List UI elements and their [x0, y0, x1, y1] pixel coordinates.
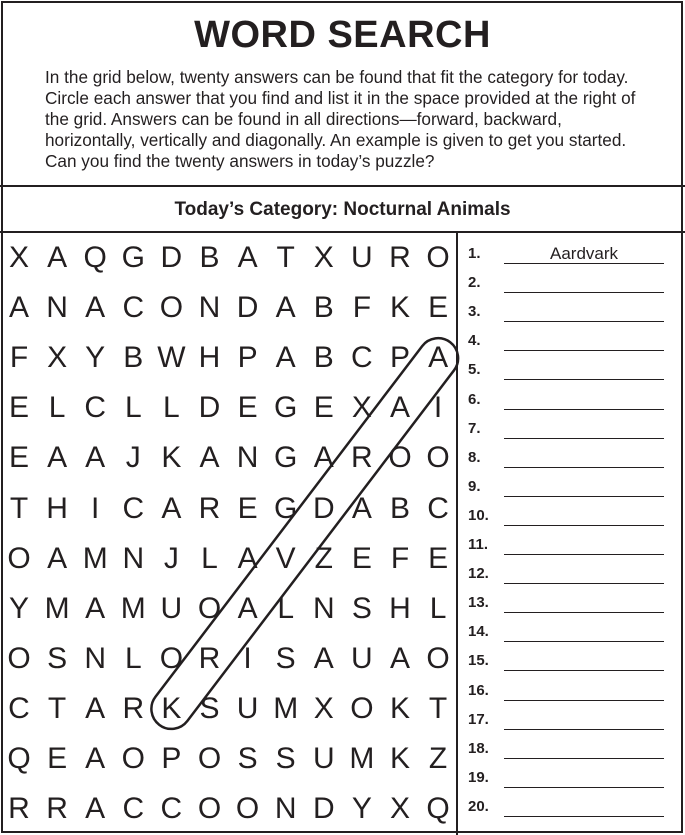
grid-cell[interactable]: A — [389, 641, 410, 675]
answer-number: 2. — [468, 274, 481, 292]
answer-number: 15. — [468, 652, 489, 670]
grid-row — [0, 734, 456, 784]
instructions-text: In the grid below, twenty answers can be found that fit the category for today. Circle each answer that you find and list it in the space provided at the right of the grid. Answers can be found in all directions—forward, backward, horizontally, vertically and diagonally. An example is given to get you started. Can you find the twenty answers in today’s puzzle? — [45, 67, 636, 171]
grid-cell[interactable]: N — [46, 291, 68, 325]
grid-row — [0, 484, 456, 534]
grid-cell[interactable]: I — [91, 491, 100, 525]
grid-cell[interactable]: A — [237, 591, 258, 625]
grid-cell[interactable]: E — [237, 391, 258, 425]
grid-row — [0, 784, 456, 834]
grid-cell[interactable]: M — [120, 591, 146, 625]
page-title: WORD SEARCH — [194, 14, 491, 56]
grid-cell[interactable]: Z — [428, 742, 448, 775]
answer-slot — [458, 786, 683, 815]
answer-number: 13. — [468, 594, 489, 612]
grid-cell[interactable]: M — [273, 691, 299, 725]
answer-slot — [458, 699, 683, 728]
grid-cell[interactable]: X — [8, 241, 29, 274]
grid-cell[interactable]: K — [161, 691, 182, 725]
grid-cell[interactable]: C — [84, 391, 107, 425]
grid-cell[interactable]: K — [161, 441, 182, 475]
answer-number: 11. — [468, 536, 489, 553]
grid-row — [0, 433, 456, 483]
grid-cell[interactable]: T — [9, 491, 29, 525]
grid-cell[interactable]: Y — [351, 792, 372, 826]
grid-cell[interactable]: A — [237, 541, 258, 575]
grid-cell[interactable]: P — [237, 341, 258, 375]
grid-cell[interactable]: U — [160, 591, 183, 625]
grid-cell[interactable]: E — [8, 391, 29, 425]
grid-cell[interactable]: B — [123, 341, 144, 375]
grid-cell[interactable]: L — [277, 591, 295, 625]
answer-number: 17. — [468, 710, 489, 728]
grid-cell[interactable]: G — [274, 391, 298, 425]
grid-cell[interactable]: N — [236, 441, 259, 475]
answer-number: 14. — [468, 623, 489, 641]
grid-cell[interactable]: O — [7, 541, 31, 575]
grid-cell[interactable]: E — [237, 491, 258, 525]
grid-cell[interactable]: G — [274, 491, 298, 525]
answer-number: 3. — [468, 303, 481, 321]
answer-slot — [458, 437, 683, 466]
grid-cell[interactable]: A — [85, 792, 106, 826]
grid-cell[interactable]: C — [8, 691, 30, 725]
grid-cell[interactable]: O — [197, 591, 222, 625]
answer-list — [458, 233, 683, 833]
grid-cell[interactable]: A — [85, 742, 106, 775]
grid-cell[interactable]: O — [388, 441, 412, 475]
answer-number: 8. — [468, 448, 481, 466]
answer-slot — [458, 408, 683, 437]
grid-cell[interactable]: O — [159, 291, 184, 325]
answer-number: 9. — [468, 477, 481, 495]
grid-cell[interactable]: R — [198, 491, 221, 525]
grid-cell[interactable]: E — [47, 742, 68, 775]
grid-cell[interactable]: E — [313, 391, 334, 425]
grid-cell[interactable]: F — [9, 341, 29, 375]
grid-cell[interactable]: S — [199, 691, 220, 725]
grid-cell[interactable]: S — [275, 641, 296, 675]
answer-number: 20. — [468, 797, 489, 815]
answer-slot — [458, 233, 683, 262]
grid-cell[interactable]: X — [313, 691, 334, 725]
grid-cell[interactable]: A — [85, 591, 106, 625]
answer-number: 12. — [468, 565, 489, 583]
answer-number: 4. — [468, 332, 481, 350]
grid-cell[interactable]: A — [428, 341, 449, 375]
grid-row — [0, 283, 456, 333]
grid-cell[interactable]: R — [389, 241, 411, 274]
grid-cell[interactable]: T — [276, 241, 295, 274]
grid-cell[interactable]: O — [197, 792, 222, 826]
answer-slot — [458, 349, 683, 378]
grid-cell[interactable]: O — [7, 641, 31, 675]
grid-cell[interactable]: A — [161, 491, 182, 525]
grid-cell[interactable]: D — [160, 241, 183, 274]
answer-slot — [458, 524, 683, 553]
grid-cell[interactable]: O — [121, 742, 145, 775]
grid-cell[interactable]: K — [389, 691, 410, 725]
answer-number: 18. — [468, 739, 489, 757]
grid-cell[interactable]: O — [426, 641, 450, 675]
grid-cell[interactable]: X — [351, 391, 372, 425]
grid-cell[interactable]: N — [84, 641, 107, 675]
grid-row — [0, 684, 456, 734]
answer-slot — [458, 466, 683, 495]
answer-slot — [458, 582, 683, 611]
grid-cell[interactable]: U — [236, 691, 259, 725]
answer-number: 16. — [468, 681, 489, 699]
grid-cell[interactable]: R — [46, 792, 68, 826]
answer-number: 1. — [468, 245, 481, 262]
grid-cell[interactable]: O — [235, 792, 260, 826]
grid-cell[interactable]: K — [389, 742, 410, 775]
grid-cell[interactable]: L — [429, 591, 447, 625]
grid-cell[interactable]: A — [389, 391, 410, 425]
grid-cell[interactable]: H — [198, 341, 221, 375]
category-label: Today’s Category: Nocturnal Animals — [174, 199, 511, 220]
grid-cell[interactable]: O — [426, 441, 450, 475]
answer-slot — [458, 320, 683, 349]
grid-cell[interactable]: B — [389, 491, 410, 525]
grid-cell[interactable]: A — [47, 241, 68, 274]
grid-cell[interactable]: Y — [8, 591, 29, 625]
answer-slot — [458, 379, 683, 408]
grid-cell[interactable]: D — [236, 291, 259, 325]
grid-cell[interactable]: B — [313, 291, 334, 325]
grid-cell[interactable]: A — [237, 241, 258, 274]
grid-cell[interactable]: E — [8, 441, 29, 475]
grid-cell[interactable]: C — [122, 291, 145, 325]
grid-row — [0, 333, 456, 383]
grid-cell[interactable]: M — [349, 742, 375, 775]
grid-cell[interactable]: M — [82, 541, 108, 575]
grid-cell[interactable]: C — [427, 491, 449, 525]
grid-cell[interactable]: C — [160, 792, 183, 826]
grid-cell[interactable]: A — [313, 441, 334, 475]
grid-cell[interactable]: X — [47, 341, 68, 375]
grid-cell[interactable]: C — [122, 792, 145, 826]
grid-cell[interactable]: M — [44, 591, 70, 625]
grid-cell[interactable]: N — [312, 591, 335, 625]
answer-slot — [458, 262, 683, 291]
grid-cell[interactable]: J — [163, 541, 179, 575]
grid-cell[interactable]: A — [47, 541, 68, 575]
answer-number: 19. — [468, 768, 489, 786]
grid-row — [0, 534, 456, 584]
answer-number: 7. — [468, 419, 481, 437]
grid-cell[interactable]: T — [428, 691, 448, 725]
grid-cell[interactable]: Z — [314, 541, 333, 575]
grid-cell[interactable]: D — [198, 391, 221, 425]
grid-cell[interactable]: P — [161, 742, 182, 775]
grid-cell[interactable]: A — [85, 441, 106, 475]
grid-cell[interactable]: J — [125, 441, 141, 475]
answer-slot — [458, 670, 683, 699]
grid-cell[interactable]: L — [124, 641, 142, 675]
grid-cell[interactable]: O — [197, 742, 222, 775]
grid-cell[interactable]: U — [312, 742, 335, 775]
puzzle-header — [0, 0, 685, 186]
grid-cell[interactable]: R — [198, 641, 221, 675]
grid-cell[interactable]: D — [312, 491, 335, 525]
grid-row — [0, 383, 456, 433]
grid-cell[interactable]: R — [122, 691, 145, 725]
grid-cell[interactable]: S — [351, 591, 372, 625]
grid-cell[interactable]: B — [199, 241, 220, 274]
grid-cell[interactable]: I — [243, 641, 252, 675]
grid-cell[interactable]: A — [313, 641, 334, 675]
answer-slot — [458, 291, 683, 320]
grid-cell[interactable]: X — [313, 241, 334, 274]
grid-cell[interactable]: N — [198, 291, 221, 325]
grid-cell[interactable]: F — [352, 291, 372, 325]
letter-grid[interactable] — [0, 233, 456, 835]
grid-cell[interactable]: K — [389, 291, 410, 325]
grid-cell[interactable]: Q — [83, 241, 107, 274]
grid-cell[interactable]: G — [121, 241, 145, 274]
grid-cell[interactable]: I — [433, 391, 443, 425]
grid-cell[interactable]: E — [351, 541, 372, 575]
grid-cell[interactable]: G — [274, 441, 298, 475]
answer-slot — [458, 611, 683, 640]
grid-cell[interactable]: E — [428, 291, 449, 325]
grid-cell[interactable]: O — [159, 641, 184, 675]
grid-cell[interactable]: A — [275, 291, 296, 325]
answer-number: 5. — [468, 361, 481, 379]
grid-cell[interactable]: W — [157, 341, 186, 375]
grid-cell[interactable]: A — [47, 441, 68, 475]
grid-cell[interactable]: B — [313, 341, 334, 375]
grid-cell[interactable]: A — [8, 291, 29, 325]
grid-cell[interactable]: A — [275, 341, 296, 375]
answer-slot — [458, 640, 683, 669]
grid-cell[interactable]: S — [47, 641, 68, 675]
grid-cell[interactable]: A — [85, 691, 106, 725]
grid-cell[interactable]: C — [351, 341, 373, 375]
grid-cell[interactable]: L — [201, 541, 218, 575]
grid-cell[interactable]: L — [48, 391, 66, 425]
grid-cell[interactable]: A — [199, 441, 220, 475]
grid-cell[interactable]: R — [8, 792, 30, 826]
grid-cell[interactable]: X — [389, 792, 410, 826]
grid-cell[interactable]: L — [124, 391, 142, 425]
grid-row — [0, 233, 456, 283]
grid-row — [0, 584, 456, 634]
grid-cell[interactable]: Q — [426, 792, 450, 826]
grid-cell[interactable]: A — [351, 491, 372, 525]
grid-cell[interactable]: T — [47, 691, 67, 725]
grid-cell[interactable]: H — [46, 491, 68, 525]
grid-cell[interactable]: O — [426, 241, 450, 274]
grid-cell[interactable]: S — [275, 742, 296, 775]
grid-cell[interactable]: O — [350, 691, 374, 725]
grid-cell[interactable]: D — [312, 792, 335, 826]
grid-cell[interactable]: Q — [7, 742, 31, 775]
grid-cell[interactable]: N — [122, 541, 145, 575]
grid-cell[interactable]: P — [389, 341, 410, 375]
answer-slot — [458, 495, 683, 524]
grid-cell[interactable]: E — [428, 541, 449, 575]
answer-slot — [458, 757, 683, 786]
grid-cell[interactable]: H — [389, 591, 411, 625]
answer-slot — [458, 553, 683, 582]
grid-cell[interactable]: U — [351, 641, 373, 675]
answer-slot — [458, 728, 683, 757]
grid-cell[interactable]: Y — [85, 341, 106, 375]
grid-cell[interactable]: C — [122, 491, 145, 525]
grid-cell[interactable]: A — [85, 291, 106, 325]
grid-cell[interactable]: U — [351, 241, 373, 274]
answer-blank-line — [504, 816, 664, 817]
answer-number: 10. — [468, 506, 489, 524]
grid-cell[interactable]: L — [163, 391, 180, 425]
grid-cell[interactable]: N — [274, 792, 297, 826]
grid-row — [0, 634, 456, 684]
answer-text[interactable]: Aardvark — [549, 244, 619, 263]
grid-cell[interactable]: V — [275, 541, 296, 575]
grid-cell[interactable]: F — [390, 541, 410, 575]
grid-cell[interactable]: R — [351, 441, 373, 475]
answer-number: 6. — [468, 390, 481, 408]
grid-cell[interactable]: S — [237, 742, 258, 775]
